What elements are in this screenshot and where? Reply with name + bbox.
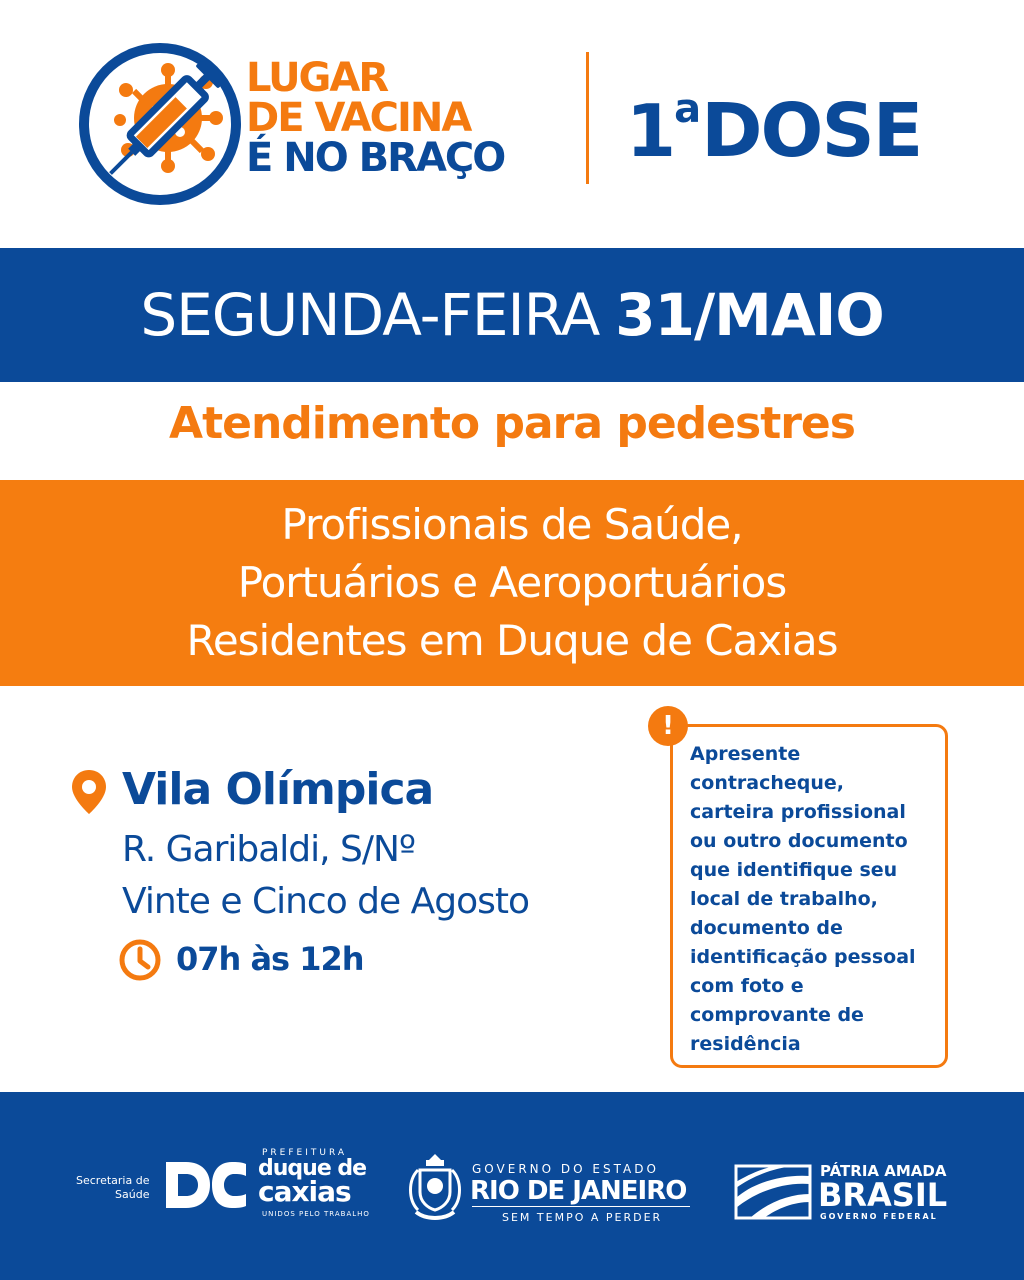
dose-heading xyxy=(626,86,922,174)
group-line-1: Profissionais de Saúde, xyxy=(281,500,743,549)
date-banner xyxy=(0,248,1024,382)
notice-line: comprovante de xyxy=(690,1004,864,1026)
duque-de-caxias-logo-icon xyxy=(162,1158,250,1212)
notice-line: carteira profissional xyxy=(690,801,906,823)
group-line-2: Portuários e Aeroportuários xyxy=(237,558,787,607)
prefeitura-name-line-2: caxias xyxy=(258,1175,351,1208)
dose-word: DOSE xyxy=(701,88,922,174)
notice-line: contracheque, xyxy=(690,772,845,794)
secretaria-saude-label xyxy=(76,1174,149,1202)
notice-line: residência xyxy=(690,1033,801,1055)
notice-line: ou outro documento xyxy=(690,830,908,852)
exclamation-icon: ! xyxy=(648,706,688,746)
address-line-2: Vinte e Cinco de Agosto xyxy=(122,881,530,922)
map-pin-icon xyxy=(70,768,108,816)
prefeitura-tagline: UNIDOS PELO TRABALHO xyxy=(262,1210,370,1218)
date: 31/MAIO xyxy=(615,281,884,349)
notice-line: local de trabalho, xyxy=(690,888,878,910)
logo-line-1: LUGAR xyxy=(246,55,388,101)
logo-line-3: É NO BRAÇO xyxy=(246,135,505,181)
target-groups-banner xyxy=(0,480,1024,686)
campaign-logo-text xyxy=(246,55,505,181)
dose-superscript: a xyxy=(674,86,702,132)
requirements-notice-text xyxy=(690,740,940,1059)
rio-coat-of-arms-icon xyxy=(404,1150,466,1224)
logo-line-2: DE VACINA xyxy=(246,95,471,141)
venue-name: Vila Olímpica xyxy=(122,764,434,815)
weekday: SEGUNDA-FEIRA xyxy=(140,281,600,349)
rio-government-label: GOVERNO DO ESTADO xyxy=(472,1162,659,1176)
prefeitura-label: PREFEITURA xyxy=(262,1148,348,1158)
notice-line: com foto e xyxy=(690,975,804,997)
brasil-slogan-top: PÁTRIA AMADA xyxy=(820,1162,947,1180)
dose-number: 1 xyxy=(626,89,675,173)
clock-icon xyxy=(118,938,162,982)
syringe-virus-icon xyxy=(76,40,244,208)
brasil-name: BRASIL xyxy=(818,1176,948,1214)
federal-government-label: GOVERNO FEDERAL xyxy=(820,1212,938,1221)
venue-address xyxy=(122,824,529,928)
rio-state-name: RIO DE JANEIRO xyxy=(470,1176,687,1206)
secretaria-line-1: Secretaria de xyxy=(76,1174,150,1187)
rio-divider xyxy=(472,1206,690,1207)
notice-line: Apresente xyxy=(690,743,801,765)
notice-line: documento de xyxy=(690,917,843,939)
federal-government-logo-icon xyxy=(734,1164,812,1220)
notice-line: que identifique seu xyxy=(690,859,898,881)
rio-slogan: SEM TEMPO A PERDER xyxy=(502,1211,663,1224)
address-line-1: R. Garibaldi, S/Nº xyxy=(122,829,415,870)
service-subtitle: Atendimento para pedestres xyxy=(169,398,855,449)
group-line-3: Residentes em Duque de Caxias xyxy=(186,616,838,665)
secretaria-line-2: Saúde xyxy=(115,1188,150,1201)
header-divider xyxy=(586,52,589,184)
prefeitura-name-line-1: duque de xyxy=(258,1156,367,1181)
notice-line: identificação pessoal xyxy=(690,946,916,968)
opening-hours: 07h às 12h xyxy=(176,940,364,978)
